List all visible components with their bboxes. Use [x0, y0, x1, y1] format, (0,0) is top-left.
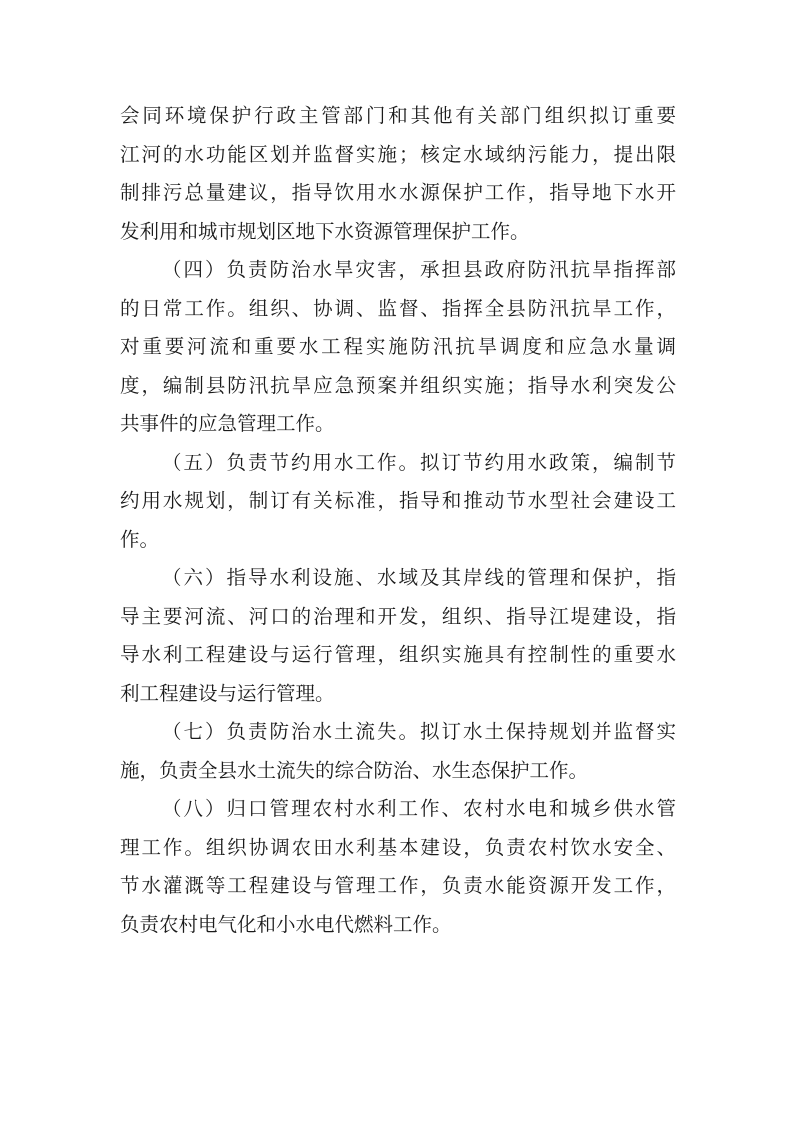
text-line: 会同环境保护行政主管部门和其他有关部门组织拟订重要 [120, 104, 676, 127]
paragraph-7-heading-line: （七）负责防治水土流失。拟订水土保持规划并监督实 [162, 720, 676, 743]
text-line: 度，编制县防汛抗旱应急预案并组织实施；指导水利突发公 [120, 373, 676, 397]
text-line: 的日常工作。组织、协调、监督、指挥全县防汛抗旱工作， [120, 296, 676, 320]
paragraph-8-heading-line: （八）归口管理农村水利工作、农村水电和城乡供水管 [162, 797, 676, 820]
text-line: 理工作。组织协调农田水利基本建设，负责农村饮水安全、 [120, 835, 676, 859]
text-line: 导水利工程建设与运行管理，组织实施具有控制性的重要水 [120, 643, 676, 666]
text-line: 共事件的应急管理工作。 [120, 412, 335, 435]
paragraph-4-heading-line: （四）负责防治水旱灾害，承担县政府防汛抗旱指挥部 [162, 258, 676, 281]
text-line: 负责农村电气化和小水电代燃料工作。 [120, 912, 452, 936]
paragraph-5-heading-line: （五）负责节约用水工作。拟订节约用水政策，编制节 [162, 450, 676, 474]
body-text [120, 97, 676, 944]
text-line: 导主要河流、河口的治理和开发，组织、指导江堤建设，指 [120, 604, 676, 628]
text-line: 利工程建设与运行管理。 [120, 681, 335, 705]
paragraph-6-heading-line: （六）指导水利设施、水域及其岸线的管理和保护，指 [162, 566, 676, 589]
text-line: 发利用和城市规划区地下水资源管理保护工作。 [120, 219, 530, 243]
text-line: 节水灌溉等工程建设与管理工作，负责水能资源开发工作， [120, 874, 676, 897]
text-line: 作。 [120, 527, 160, 551]
text-line: 施，负责全县水土流失的综合防治、水生态保护工作。 [120, 758, 589, 782]
text-line: 对重要河流和重要水工程实施防汛抗旱调度和应急水量调 [120, 335, 676, 358]
text-line: 江河的水功能区划并监督实施；核定水域纳污能力，提出限 [120, 142, 676, 166]
text-line: 约用水规划，制订有关标准，指导和推动节水型社会建设工 [120, 489, 676, 512]
text-line: 制排污总量建议，指导饮用水水源保护工作，指导地下水开 [120, 181, 676, 204]
